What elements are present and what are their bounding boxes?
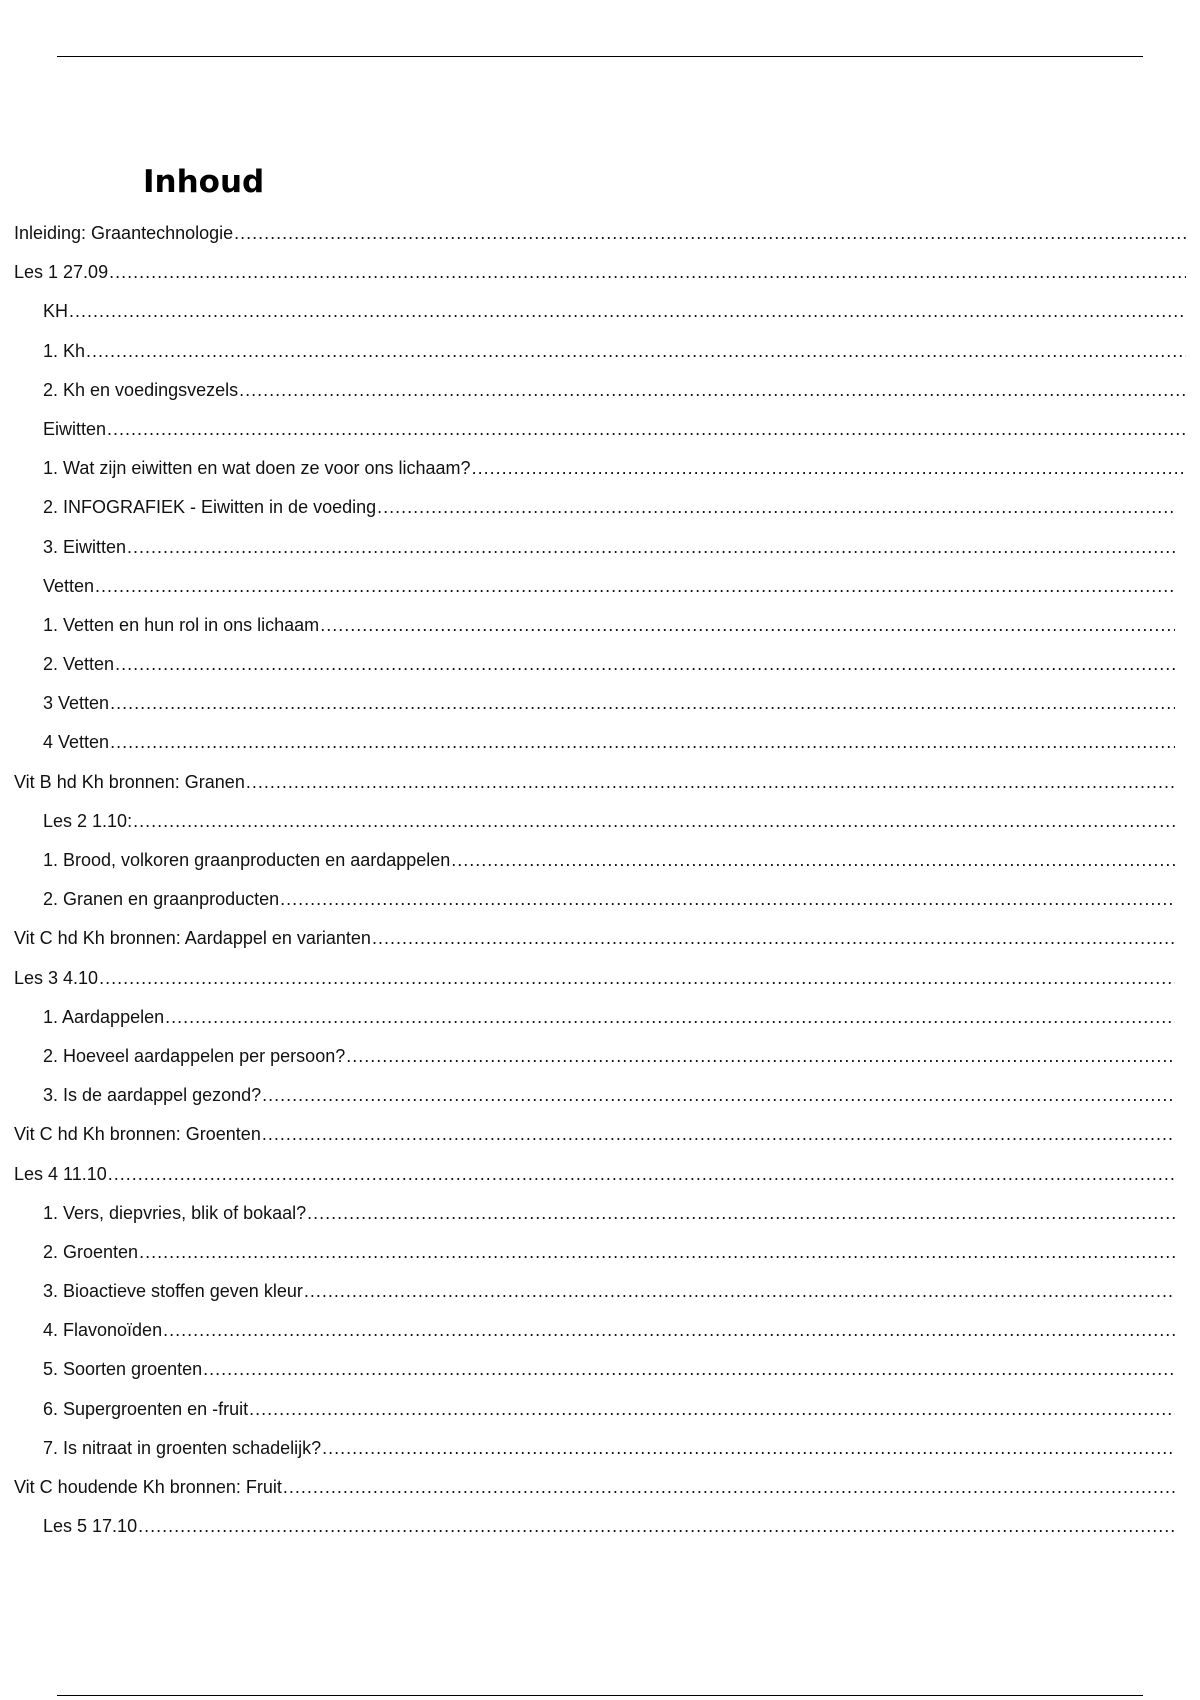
toc-dot-leader: [139, 1241, 1175, 1263]
toc-entry[interactable]: [14, 1398, 1175, 1437]
toc-entry[interactable]: [14, 692, 1175, 731]
toc-entry[interactable]: [14, 1123, 1175, 1162]
toc-dot-leader: [320, 614, 1175, 636]
toc-dot-leader: [99, 967, 1175, 989]
toc-dot-leader: [451, 849, 1175, 871]
toc-dot-leader: [138, 1515, 1175, 1537]
toc-dot-leader: [86, 340, 1186, 362]
toc-entry[interactable]: [14, 614, 1175, 653]
toc-entry-label: 3 Vetten: [43, 693, 110, 714]
toc-entry-label: 4 Vetten: [43, 732, 110, 753]
toc-entry-label: Eiwitten: [43, 418, 107, 439]
toc-dot-leader: [472, 457, 1186, 479]
toc-entry[interactable]: [14, 536, 1175, 575]
toc-dot-leader: [346, 1045, 1175, 1067]
toc-entry-label: 2. Hoeveel aardappelen per persoon?: [43, 1045, 346, 1066]
toc-entry[interactable]: [14, 1045, 1175, 1084]
toc-dot-leader: [249, 1398, 1175, 1420]
toc-dot-leader: [115, 653, 1175, 675]
toc-entry-label: 1. Wat zijn eiwitten en wat doen ze voor ons lichaam?: [43, 458, 471, 479]
toc-entry-label: 3. Bioactieve stoffen geven kleur: [43, 1281, 303, 1302]
toc-entry[interactable]: [14, 1319, 1175, 1358]
toc-entry-label: 2. Granen en graanproducten: [43, 889, 280, 910]
toc-entry-label: 1. Kh: [43, 340, 86, 361]
toc-entry-label: Vit C hd Kh bronnen: Groenten: [14, 1124, 261, 1145]
toc-dot-leader: [108, 1163, 1175, 1185]
toc-entry[interactable]: [14, 927, 1175, 966]
toc-entry-label: 1. Vers, diepvries, blik of bokaal?: [43, 1202, 307, 1223]
toc-entry-label: Inleiding: Graantechnologie: [14, 223, 234, 243]
toc-entry-label: Vetten: [43, 575, 95, 596]
toc-entry[interactable]: [14, 340, 1186, 379]
toc-entry-label: Les 1 27.09: [14, 262, 109, 283]
toc-entry[interactable]: [14, 1476, 1175, 1515]
toc-dot-leader: [165, 1006, 1175, 1028]
toc-dot-leader: [203, 1358, 1175, 1380]
toc-entry-label: 5. Soorten groenten: [43, 1359, 203, 1380]
toc-entry-label: 2. Kh en voedingsvezels: [43, 379, 239, 400]
toc-entry[interactable]: [14, 810, 1175, 849]
toc-entry[interactable]: [14, 1084, 1175, 1123]
toc-dot-leader: [107, 418, 1186, 440]
toc-entry-label: 2. INFOGRAFIEK - Eiwitten in de voeding: [43, 497, 377, 518]
toc-dot-leader: [127, 536, 1175, 558]
toc-dot-leader: [133, 810, 1175, 832]
toc-entry-label: 1. Brood, volkoren graanproducten en aardappelen: [43, 850, 451, 870]
toc-entry-label: 2. Vetten: [43, 654, 115, 675]
toc-entry-label: 1. Aardappelen: [43, 1006, 165, 1027]
toc-dot-leader: [95, 575, 1175, 597]
header-rule: [57, 56, 1143, 57]
toc-dot-leader: [163, 1319, 1175, 1341]
toc-entry-label: 3. Is de aardappel gezond?: [43, 1085, 262, 1106]
toc-entry-label: 3. Eiwitten: [43, 536, 127, 557]
toc-entry[interactable]: [14, 1358, 1175, 1397]
toc-entry-label: Vit C hd Kh bronnen: Aardappel en varianten: [14, 928, 371, 949]
toc-dot-leader: [110, 692, 1175, 714]
toc-entry[interactable]: [14, 1202, 1175, 1241]
toc-entry-label: Les 3 4.10: [14, 967, 99, 988]
toc-dot-leader: [322, 1437, 1175, 1459]
toc-entry[interactable]: [14, 496, 1175, 535]
toc-dot-leader: [246, 771, 1175, 793]
toc-entry[interactable]: [14, 418, 1186, 457]
toc-dot-leader: [69, 300, 1186, 322]
toc-dot-leader: [372, 927, 1175, 949]
toc-entry[interactable]: [14, 771, 1175, 810]
toc-entry-label: Les 2 1.10:: [43, 810, 133, 831]
toc-entry-label: 1. Vetten en hun rol in ons lichaam: [43, 614, 320, 635]
toc-entry[interactable]: [14, 300, 1186, 339]
toc-dot-leader: [377, 496, 1175, 518]
toc-entry[interactable]: [14, 379, 1186, 418]
table-of-contents: [14, 222, 1186, 1554]
toc-entry[interactable]: [14, 222, 1186, 261]
toc-entry[interactable]: [14, 457, 1186, 496]
toc-entry-label: 7. Is nitraat in groenten schadelijk?: [43, 1437, 322, 1458]
toc-entry[interactable]: [14, 849, 1175, 888]
toc-entry-label: Les 5 17.10: [43, 1516, 138, 1537]
toc-entry-label: Les 4 11.10: [14, 1163, 107, 1184]
toc-entry[interactable]: [14, 967, 1175, 1006]
toc-dot-leader: [307, 1202, 1175, 1224]
toc-dot-leader: [280, 888, 1175, 910]
toc-dot-leader: [110, 731, 1175, 753]
toc-entry[interactable]: [14, 888, 1175, 927]
toc-entry[interactable]: [14, 1006, 1175, 1045]
toc-entry-label: 2. Groenten: [43, 1241, 139, 1262]
toc-dot-leader: [283, 1476, 1175, 1498]
toc-entry-label: KH: [43, 301, 69, 322]
toc-entry[interactable]: [14, 261, 1186, 300]
toc-entry[interactable]: [14, 1241, 1175, 1280]
toc-entry[interactable]: [14, 731, 1175, 770]
toc-dot-leader: [304, 1280, 1175, 1302]
toc-entry[interactable]: [14, 653, 1175, 692]
footer-rule: [57, 1695, 1143, 1696]
toc-dot-leader: [262, 1123, 1175, 1145]
toc-dot-leader: [109, 261, 1186, 283]
toc-entry-label: 4. Flavonoïden: [43, 1320, 163, 1341]
toc-entry[interactable]: [14, 1163, 1175, 1202]
toc-entry-label: Vit B hd Kh bronnen: Granen: [14, 771, 245, 792]
toc-dot-leader: [239, 379, 1186, 401]
toc-entry[interactable]: [14, 1437, 1175, 1476]
toc-title: Inhoud: [143, 164, 265, 200]
toc-dot-leader: [262, 1084, 1175, 1106]
toc-dot-leader: [234, 222, 1186, 244]
toc-entry[interactable]: [14, 1280, 1175, 1319]
toc-entry[interactable]: [14, 575, 1175, 614]
toc-entry-label: 6. Supergroenten en -fruit: [43, 1398, 249, 1419]
toc-entry[interactable]: [14, 1515, 1175, 1554]
toc-entry-label: Vit C houdende Kh bronnen: Fruit: [14, 1477, 282, 1497]
